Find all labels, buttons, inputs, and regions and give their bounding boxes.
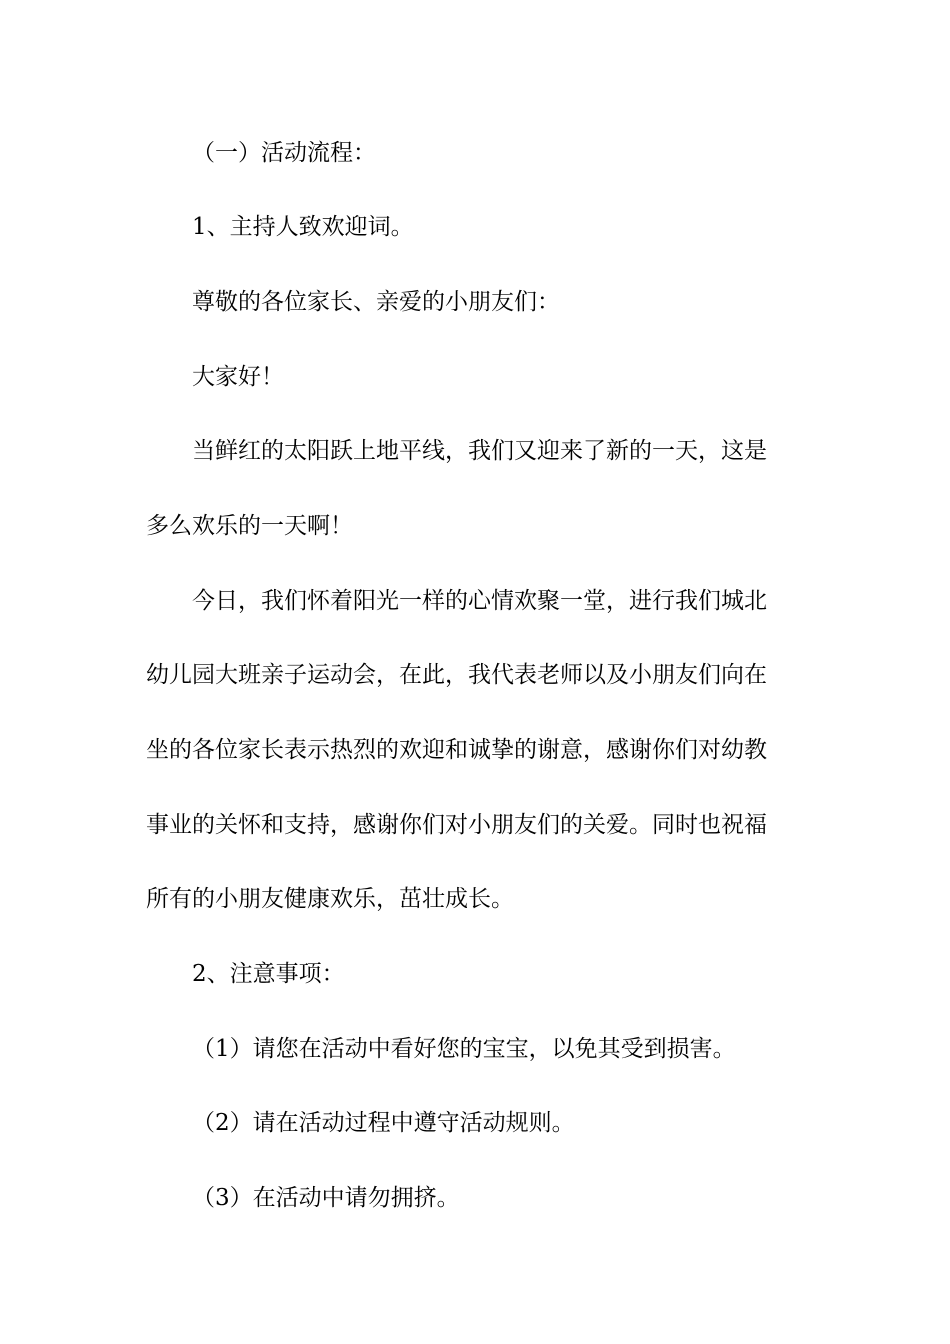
salutation: 尊敬的各位家长、亲爱的小朋友们：: [192, 289, 560, 315]
greeting: 大家好！: [192, 364, 284, 390]
item-title: 2、注意事项：: [192, 961, 345, 987]
section-heading: （一）活动流程：: [192, 140, 376, 166]
note-item: （3）在活动中请勿拥挤。: [192, 1185, 460, 1211]
paragraph-line: 事业的关怀和支持，感谢你们对小朋友们的关爱。同时也祝福: [146, 812, 767, 838]
paragraph-line: 当鲜红的太阳跃上地平线，我们又迎来了新的一天，这是: [192, 438, 767, 464]
paragraph-line: 所有的小朋友健康欢乐，茁壮成长。: [146, 886, 514, 912]
note-item: （1）请您在活动中看好您的宝宝，以免其受到损害。: [192, 1036, 736, 1062]
paragraph-line: 今日，我们怀着阳光一样的心情欢聚一堂，进行我们城北: [192, 588, 767, 614]
item-title: 1、主持人致欢迎词。: [192, 214, 414, 240]
paragraph-line: 坐的各位家长表示热烈的欢迎和诚挚的谢意，感谢你们对幼教: [146, 737, 767, 763]
paragraph-line: 多么欢乐的一天啊！: [146, 513, 353, 539]
note-item: （2）请在活动过程中遵守活动规则。: [192, 1110, 575, 1136]
paragraph-line: 幼儿园大班亲子运动会，在此，我代表老师以及小朋友们向在: [146, 662, 767, 688]
